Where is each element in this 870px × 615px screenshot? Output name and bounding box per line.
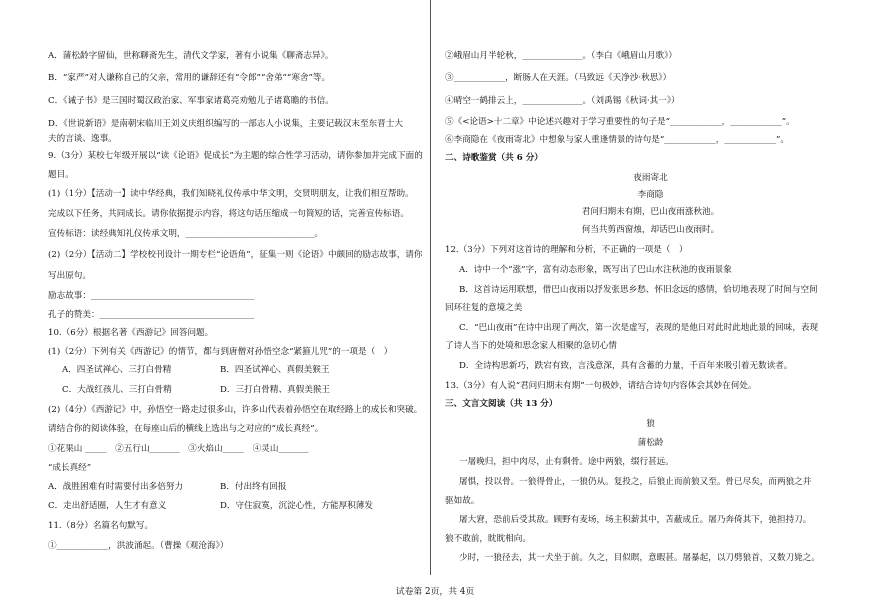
text-line: 回环往复的意境之美 — [445, 303, 523, 313]
text-line: 题目。 — [48, 170, 74, 180]
option-a: A．战胜困难有时需要付出多倍努力 — [48, 482, 184, 492]
poem-title: 夜雨寄北 — [633, 173, 668, 183]
passage-line: 一屠晚归，担中肉尽，止有剩骨。途中两狼，缀行甚远。 — [459, 457, 674, 467]
page-footer: 试卷第 2页，共 4页 — [395, 587, 475, 597]
section-heading: 三、文言文阅读（共 13 分） — [445, 399, 558, 409]
poem-line: 何当共剪西窗烛，却话巴山夜雨时。 — [581, 225, 720, 235]
text-line: 请结合你的阅读体验，在每座山后的横线上选出与之对应的“成长真经”。 — [48, 424, 324, 434]
passage-line: 少时，一狼径去，其一犬坐于前。久之，目似瞑，意暇甚。屠暴起，以刀劈狼首，又数刀毙之。 — [459, 553, 820, 563]
option-c: C．走出舒适圈，人生才有意义 — [48, 501, 167, 511]
poem-author: 李商隐 — [637, 190, 664, 200]
text-line: D．《世说新语》是南朝宋临川王刘义庆组织编写的一部志人小说集，主要记载汉末至东晋士大 — [48, 119, 403, 129]
option-d: D．全诗构思新巧，跌宕有致，言浅意深，具有含蓄的力量，千百年来吸引着无数读者。 — [459, 361, 793, 371]
question-9: 9.（3分）某校七年级开展以“读《论语》促成长”为主题的综合性学习活动，请你参加并完成下面的 — [48, 151, 423, 161]
answer-blank-line: 励志故事：______________________________________ — [48, 291, 255, 301]
text-line: (2)（2分）【活动二】学校校刊设计一期专栏“论语角”，征集一则《论语》中颇回的励志故事，请你 — [48, 250, 423, 260]
question-11: 11.（8分）名篇名句默写。 — [48, 521, 154, 531]
passage-line: 驱如故。 — [445, 496, 480, 506]
text-line: B．“家严”对人谦称自己的父亲，常用的谦辞还有“令郎”“舍弟”“寒舍”等。 — [48, 73, 331, 83]
text-line: 夫的言谈、逸事。 — [48, 134, 117, 144]
answer-blank-line: ③____________，断肠人在天涯。（马致远《天净沙·秋思》） — [445, 73, 672, 83]
answer-blank-line: ⑤《<论语>十二章》中论述兴趣对于学习重要性的句子是“____________，____________”。 — [445, 117, 795, 127]
text-line: 了诗人当下的处境和思念家人相聚的急切心情 — [445, 341, 617, 351]
passage-author: 蒲松龄 — [637, 438, 664, 448]
passage-title: 狼 — [646, 419, 655, 429]
option-b: B．付出终有回报 — [220, 482, 287, 492]
option-c: C．“巴山夜雨”在诗中出现了两次，第一次是虚写，表现的是他日对此时此地此景的回味，表现 — [459, 323, 819, 333]
answer-blank-line: ①花果山 _____ ②五行山_______ ③火焰山_____ ④灵山_______ — [48, 444, 309, 454]
option-b: B．四圣试禅心、真假美猴王 — [220, 365, 330, 375]
answer-blank-line: ①____________，洪波涌起。（曹操《观沧海》） — [48, 541, 229, 551]
answer-blank-line: ②峨眉山月半轮秋，______________。（李白《峨眉山月歌》） — [445, 51, 678, 61]
passage-line: 屠惧，投以骨。一狼得骨止，一狼仍从。复投之，后狼止而前狼又至。骨已尽矣，而两狼之并 — [459, 477, 812, 487]
answer-blank-line: ④晴空一鹤排云上，______________。（刘禹锡《秋词·其一》） — [445, 96, 680, 106]
section-heading: 二、诗歌鉴赏（共 6 分） — [445, 153, 543, 163]
text-line: C．《诫子书》是三国时蜀汉政治家、军事家诸葛亮劝勉儿子诸葛瞻的书信。 — [48, 96, 334, 106]
text-line: 完成以下任务，共同成长。请你依据提示内容，将这句话压缩成一句简短的话，完善宣传标语。 — [48, 209, 409, 219]
option-a: A．诗中一个“涨”字，富有动态形象，既写出了巴山水注秋池的夜雨景象 — [459, 265, 732, 275]
text-line: A．蒲松龄字留仙，世称聊斋先生，清代文学家，著有小说集《聊斋志异》。 — [48, 51, 334, 61]
text-line: (1)（1分）【活动一】读中华经典，我们知晓礼仪传承中华文明，交贤明朋友，让我们相互帮助。 — [48, 189, 414, 199]
text-line: “成长真经” — [48, 463, 92, 473]
text-line: 写出原句。 — [48, 271, 91, 281]
option-d: D．三打白骨精、真假美猴王 — [220, 385, 331, 395]
option-b: B．这首诗运用联想，借巴山夜雨以抒发张思乡愁、怀旧念远的感情，恰切地表现了时间与空间 — [459, 285, 818, 295]
text-line: (2)（4分）《西游记》中，孙悟空一路走过很多山，许多山代表着孙悟空在取经路上的成长和突破。 — [48, 405, 423, 415]
passage-line: 屠大窘，恐前后受其敌。顾野有麦场，场主积薪其中，苫蔽成丘。屠乃奔倚其下，弛担持刀。 — [459, 515, 812, 525]
option-a: A．四圣试禅心、三打白骨精 — [62, 365, 172, 375]
passage-line: 狼不敢前，眈眈相向。 — [445, 534, 531, 544]
question-10: 10.（6分）根据名著《西游记》回答问题。 — [48, 328, 214, 338]
answer-blank-line: ⑥李商隐在《夜雨寄北》中想象与家人重逢情景的诗句是“____________，____________”。 — [445, 135, 789, 145]
answer-blank-line: 孔子的赞美：____________________________________ — [48, 310, 255, 320]
text-line: (1)（2分）下列有关《西游记》的情节，都与到唐僧对孙悟空念“紧箍儿咒”的一项是（ ） — [48, 347, 393, 357]
poem-line: 君问归期未有期，巴山夜雨涨秋池。 — [581, 207, 720, 217]
question-13: 13.（3分）有人说“君问归期未有期”一句极妙，请结合诗句内容体会其妙在何处。 — [445, 381, 757, 391]
column-divider — [430, 0, 431, 575]
option-d: D．守住寂寞，沉淀心性，方能厚积薄发 — [220, 501, 373, 511]
option-c: C．大战红孩儿、三打白骨精 — [62, 385, 172, 395]
answer-blank-line: 宣传标语：读经典知礼仪传承文明，______________________________。 — [48, 229, 324, 239]
question-12: 12.（3分）下列对这首诗的理解和分析，不正确的一项是（ ） — [445, 245, 688, 255]
